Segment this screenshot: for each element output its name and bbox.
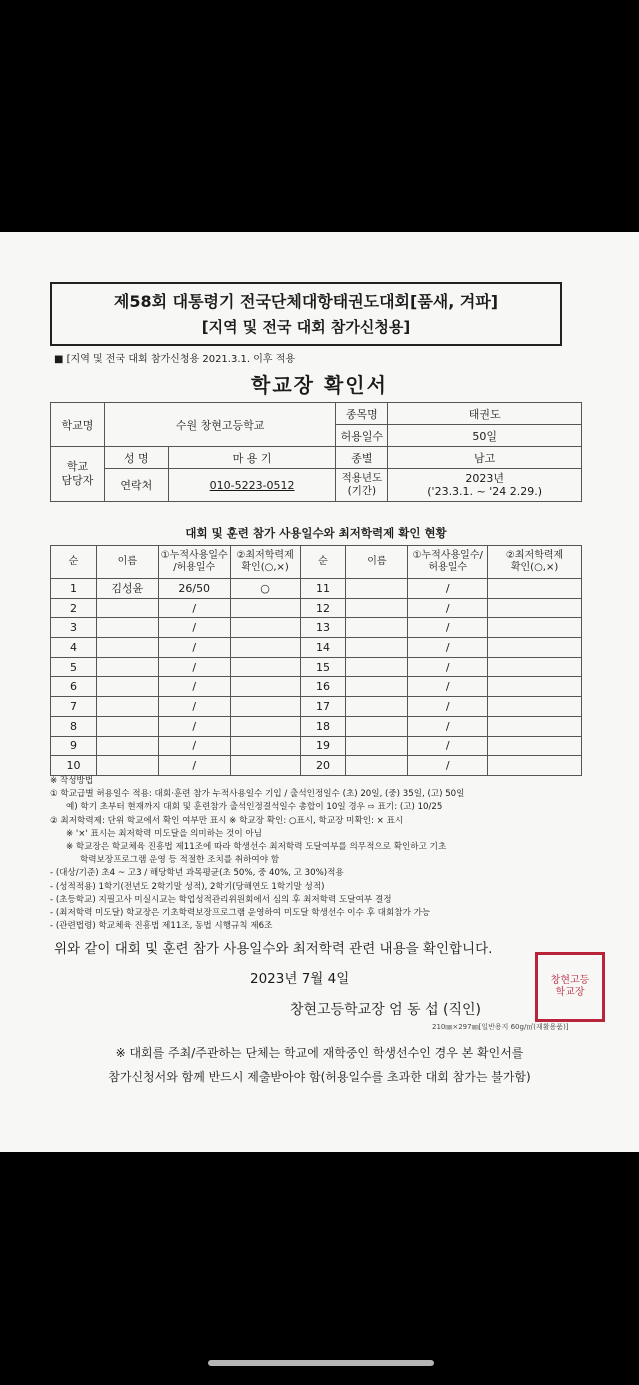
row-check (230, 716, 300, 736)
row-check-right (488, 618, 582, 638)
col-name: 이름 (96, 546, 158, 579)
note-line: ② 최저학력제: 단위 학교에서 확인 여부만 표시 ※ 학교장 확인: ○표시, 학교장 미확인: × 표시 (50, 815, 404, 826)
row-days-right: / (408, 638, 488, 658)
row-check: ○ (230, 579, 300, 599)
year-value: 2023년 ('23.3.1. ~ '24 2.29.) (388, 469, 582, 502)
roster-header-row (51, 546, 582, 579)
row-no-right: 16 (300, 677, 346, 697)
row-check (230, 618, 300, 638)
row-no: 3 (51, 618, 97, 638)
allowed-days-value: 50일 (388, 425, 582, 447)
row-name-right (346, 736, 408, 756)
row-no-right: 12 (300, 598, 346, 618)
contact-label: 연락처 (104, 469, 168, 502)
row-days-right: / (408, 598, 488, 618)
row-name-right (346, 598, 408, 618)
note-line: 학력보장프로그램 운영 등 적절한 조치를 취하여야 함 (80, 855, 280, 866)
row-check-right (488, 638, 582, 658)
row-no-right: 18 (300, 716, 346, 736)
table-row (51, 598, 582, 618)
row-no-right: 11 (300, 579, 346, 599)
row-name-right (346, 618, 408, 638)
row-days: / (158, 756, 230, 776)
confirmation-statement: 위와 같이 대회 및 훈련 참가 사용일수와 최저학력 관련 내용을 확인합니다. (54, 941, 493, 957)
event-label: 종목명 (336, 403, 388, 425)
footer-note-line1: ※ 대회를 주최/주관하는 단체는 학교에 재학중인 학생선수인 경우 본 확인서를 (115, 1046, 524, 1060)
row-name (96, 598, 158, 618)
row-days-right: / (408, 618, 488, 638)
row-check-right (488, 598, 582, 618)
col-days-right: ①누적사용일수/ 허용일수 (408, 546, 488, 579)
table-row (51, 677, 582, 697)
official-seal (535, 952, 605, 1022)
row-days: / (158, 677, 230, 697)
row-check (230, 756, 300, 776)
row-no: 8 (51, 716, 97, 736)
table-row (51, 638, 582, 658)
row-days: / (158, 638, 230, 658)
gender-label: 종별 (336, 447, 388, 469)
name-label: 성 명 (104, 447, 168, 469)
row-no: 5 (51, 657, 97, 677)
roster-table (50, 545, 582, 776)
row-name-right (346, 716, 408, 736)
note-line: - (관련법령) 학교체육 진흥법 제11조, 동법 시행규칙 제6조 (50, 921, 273, 932)
note-line: - (최저학력 미도달) 학교장은 기초학력보장프로그램 운영하여 미도달 학생선수 이수 후 대회참가 가능 (50, 908, 431, 919)
event-value: 태권도 (388, 403, 582, 425)
table-row (51, 756, 582, 776)
row-name (96, 677, 158, 697)
contact-value: 010-5223-0512 (168, 469, 336, 502)
footer-note-line2: 참가신청서와 함께 반드시 제출받아야 함(허용일수를 초과한 대회 참가는 불가함) (108, 1070, 531, 1084)
note-line: ※ 학교장은 학교체육 진흥법 제11조에 따라 학생선수 최저학력 도달여부를 의무적으로 확인하고 기초 (66, 842, 447, 853)
row-name (96, 736, 158, 756)
gender-value: 남고 (388, 447, 582, 469)
row-check-right (488, 716, 582, 736)
note-line: ※ '×' 표시는 최저학력 미도달을 의미하는 것이 아님 (66, 828, 262, 839)
row-name (96, 657, 158, 677)
row-days-right: / (408, 677, 488, 697)
row-no: 6 (51, 677, 97, 697)
col-name-right: 이름 (346, 546, 408, 579)
school-value: 수원 창현고등학교 (104, 403, 336, 447)
table-row (51, 736, 582, 756)
paper-size-note: 210㎜×297㎜[일반용지 60g/㎡(재활용품)] (432, 1023, 569, 1031)
row-name-right (346, 756, 408, 776)
row-no: 1 (51, 579, 97, 599)
row-name (96, 618, 158, 638)
row-no-right: 19 (300, 736, 346, 756)
row-check-right (488, 657, 582, 677)
document-header-subtitle: [지역 및 전국 대회 참가신청용] (201, 318, 411, 336)
note-line: ① 학교급별 허용일수 적용: 대회·훈련 참가 누적사용일수 기입 / 출석인정일수 (초) 20일, (중) 35일, (고) 50일 (50, 789, 465, 800)
school-info-table (50, 402, 582, 502)
row-check (230, 677, 300, 697)
status-heading: 대회 및 훈련 참가 사용일수와 최저학력제 확인 현황 (185, 526, 447, 540)
row-days-right: / (408, 657, 488, 677)
row-check-right (488, 736, 582, 756)
col-days: ①누적사용일수 /허용일수 (158, 546, 230, 579)
row-check (230, 638, 300, 658)
row-check (230, 697, 300, 717)
row-days: / (158, 716, 230, 736)
note-line: - (초등학교) 지필고사 미실시교는 학업성적관리위원회에서 심의 후 최저학력 도달여부 결정 (50, 894, 392, 905)
table-row (51, 618, 582, 638)
row-check-right (488, 756, 582, 776)
row-check (230, 657, 300, 677)
row-days-right: / (408, 579, 488, 599)
row-no-right: 14 (300, 638, 346, 658)
name-value: 마 용 기 (168, 447, 336, 469)
col-academic: ②최저학력제 확인(○,×) (230, 546, 300, 579)
principal-signature: 창현고등학교장 엄 동 섭 (직인) (290, 1002, 482, 1018)
document-header-title: 제58회 대통령기 전국단체대항태권도대회[품새, 겨파] (113, 292, 499, 311)
row-days-right: / (408, 736, 488, 756)
table-row (51, 716, 582, 736)
title-box (50, 282, 562, 346)
col-academic-right: ②최저학력제 확인(○,×) (488, 546, 582, 579)
row-name-right (346, 697, 408, 717)
staff-label: 학교 담당자 (51, 447, 105, 502)
note-line: 예) 학기 초부터 현재까지 대회 및 훈련참가 출석인정결석일수 총합이 10일 경우 ⇨ 표기: (고) 10/25 (66, 802, 443, 813)
row-no: 4 (51, 638, 97, 658)
row-no-right: 13 (300, 618, 346, 638)
row-days: / (158, 598, 230, 618)
row-check-right (488, 579, 582, 599)
row-check-right (488, 697, 582, 717)
row-check (230, 598, 300, 618)
row-name-right (346, 638, 408, 658)
row-name: 김성윤 (96, 579, 158, 599)
row-no: 10 (51, 756, 97, 776)
row-days: / (158, 618, 230, 638)
form-note: ■ [지역 및 전국 대회 참가신청용 2021.3.1. 이후 적용 (54, 354, 296, 365)
row-no-right: 20 (300, 756, 346, 776)
signature-date: 2023년 7월 4일 (250, 971, 350, 987)
table-row (51, 657, 582, 677)
note-line: - (성적적용) 1학기(전년도 2학기말 성적), 2학기(당해연도 1학기말 성적) (50, 881, 325, 892)
document-title: 학교장 확인서 (251, 373, 388, 397)
row-no-right: 17 (300, 697, 346, 717)
seal-text: 창현고등학교장 (550, 975, 590, 998)
row-check (230, 736, 300, 756)
row-name (96, 756, 158, 776)
row-name (96, 697, 158, 717)
col-no-right: 순 (300, 546, 346, 579)
document-page (0, 232, 639, 1152)
allowed-days-label: 허용일수 (336, 425, 388, 447)
row-days: / (158, 697, 230, 717)
row-days: 26/50 (158, 579, 230, 599)
row-days: / (158, 657, 230, 677)
row-check-right (488, 677, 582, 697)
row-no: 9 (51, 736, 97, 756)
row-name-right (346, 657, 408, 677)
row-no: 2 (51, 598, 97, 618)
row-name-right (346, 579, 408, 599)
row-days-right: / (408, 716, 488, 736)
row-name-right (346, 677, 408, 697)
row-days-right: / (408, 697, 488, 717)
row-name (96, 638, 158, 658)
col-no: 순 (51, 546, 97, 579)
table-row (51, 579, 582, 599)
note-line: - (대상/기준) 초4 ~ 고3 / 해당학년 과목평균(초 50%, 중 40%, 고 30%)적용 (50, 868, 344, 879)
row-days: / (158, 736, 230, 756)
notes-section (50, 775, 590, 933)
row-days-right: / (408, 756, 488, 776)
row-name (96, 716, 158, 736)
year-label: 적용년도 (기간) (336, 469, 388, 502)
row-no-right: 15 (300, 657, 346, 677)
row-no: 7 (51, 697, 97, 717)
school-label: 학교명 (51, 403, 105, 447)
note-line: ※ 작성방법 (50, 776, 94, 786)
table-row (51, 697, 582, 717)
home-indicator[interactable] (208, 1360, 434, 1366)
